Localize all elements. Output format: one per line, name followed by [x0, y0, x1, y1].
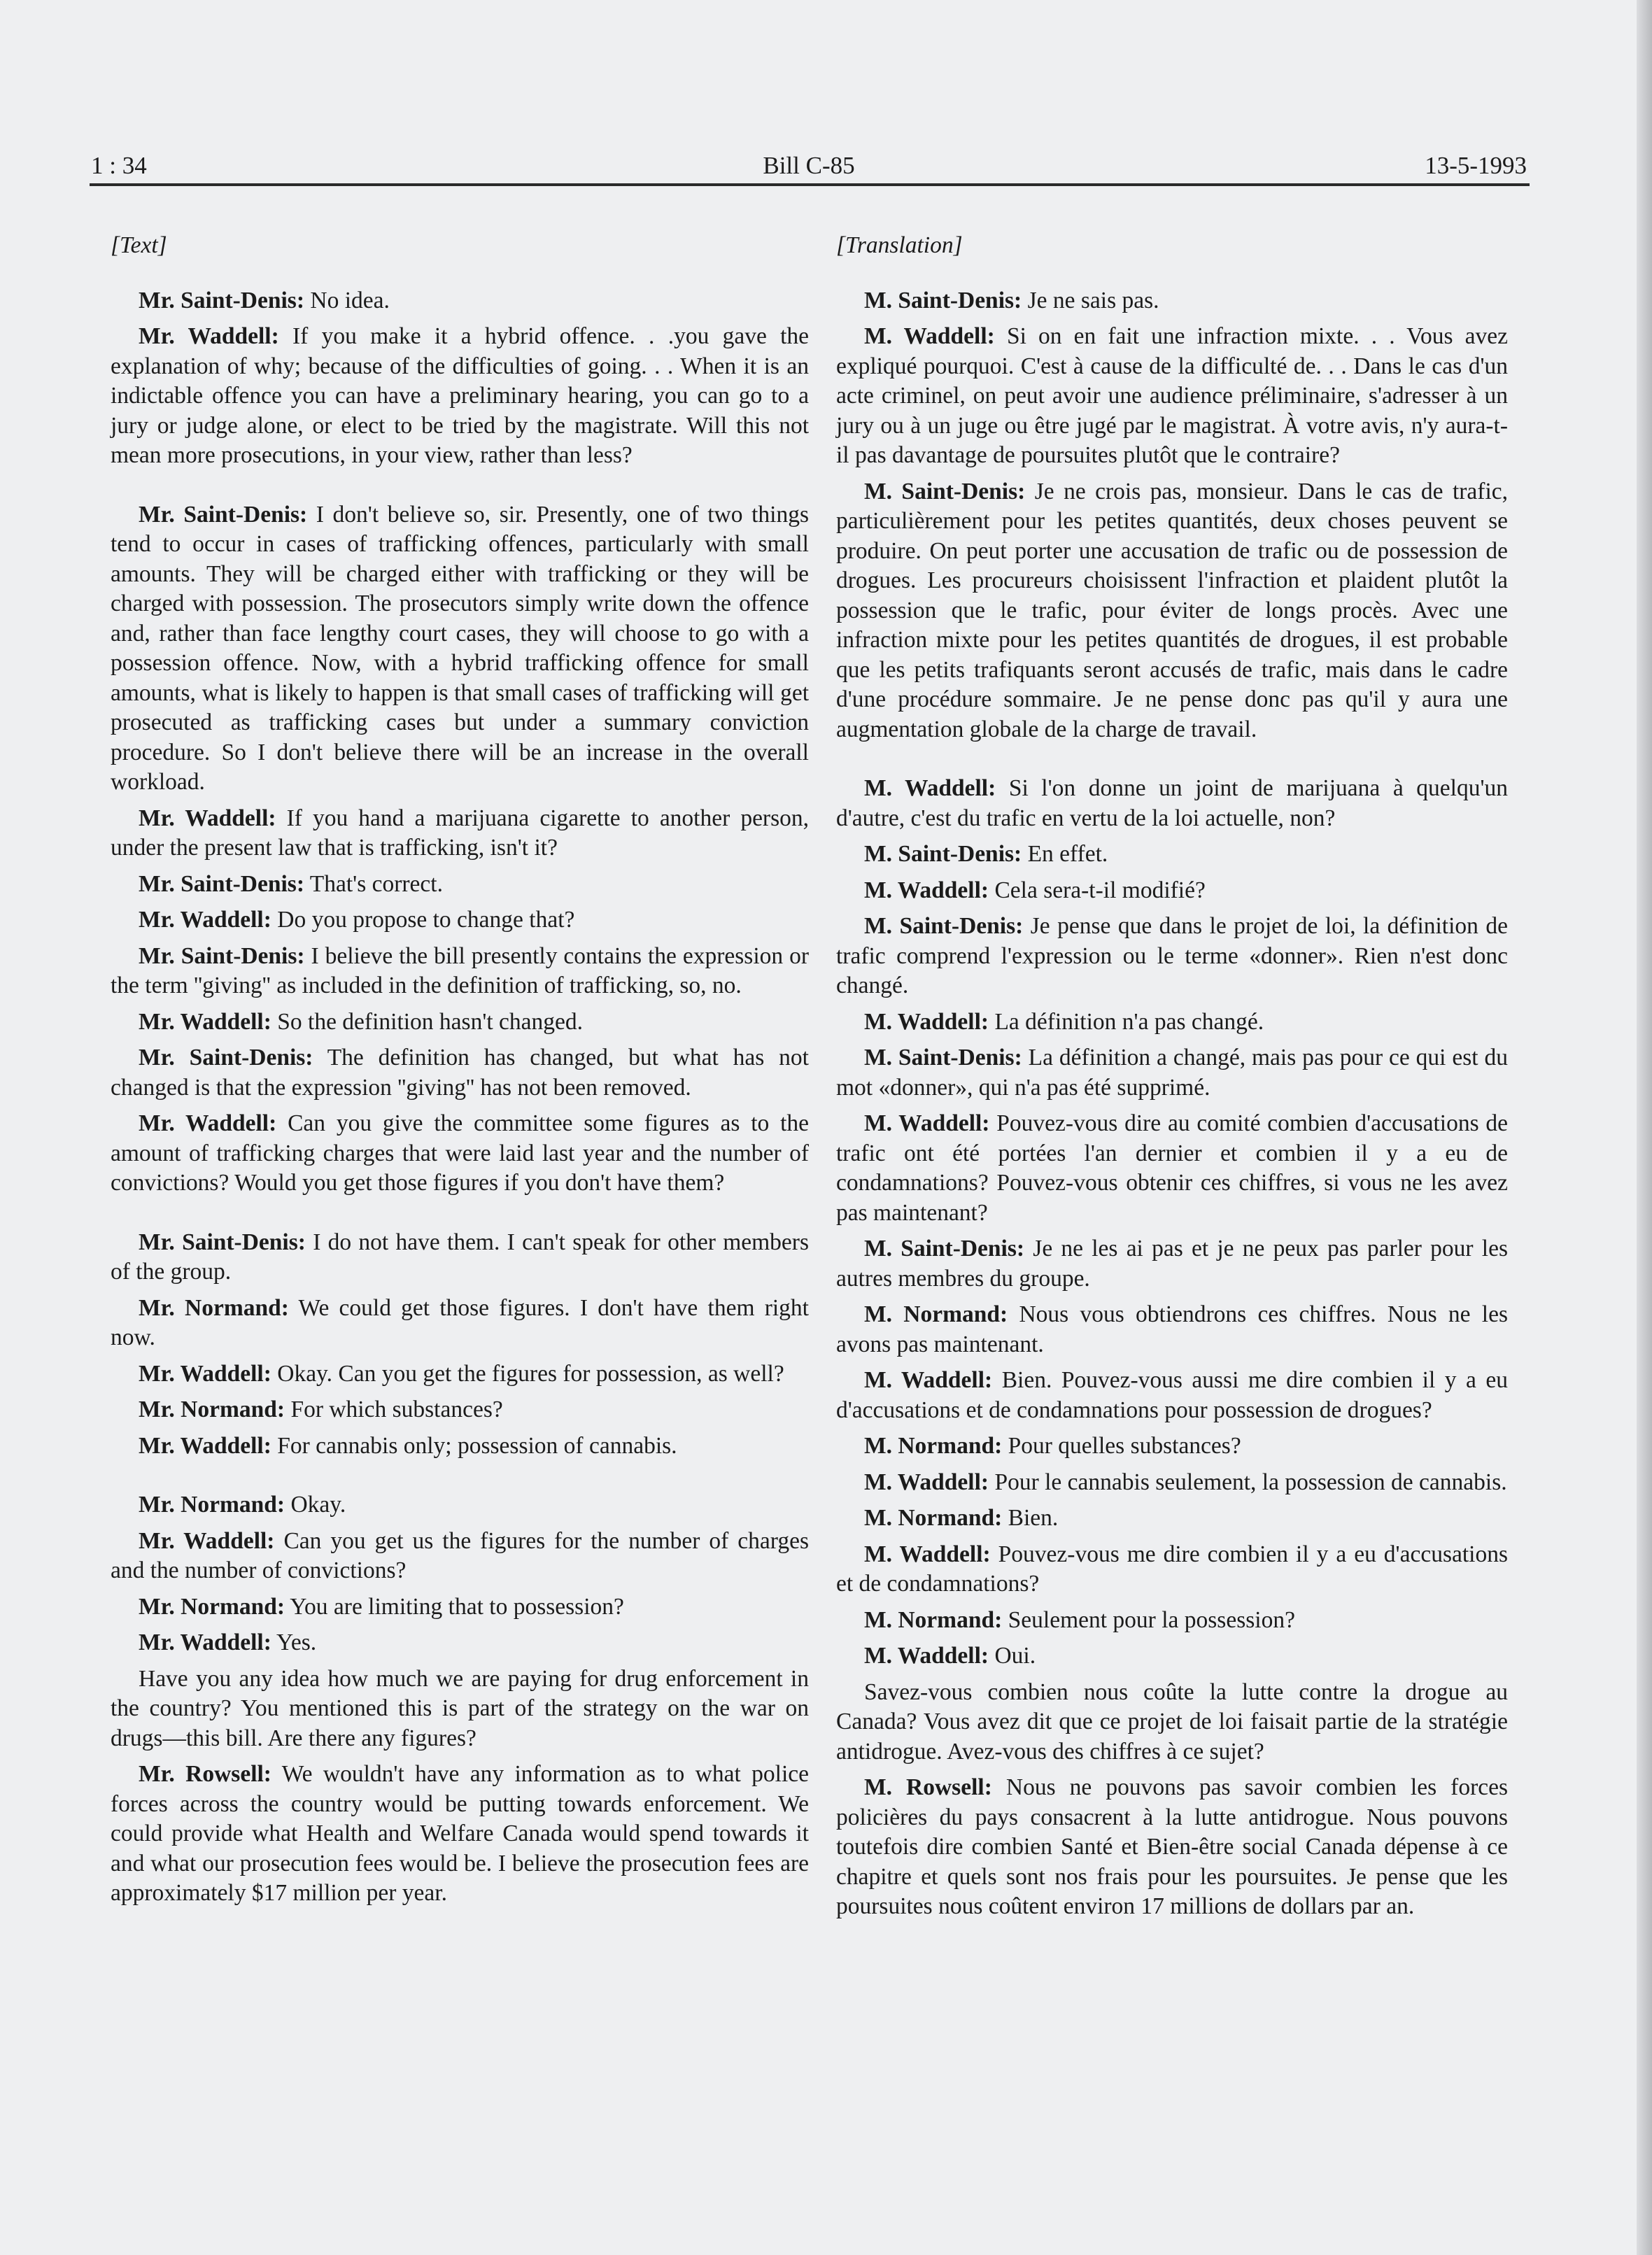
speech-text: No idea. [310, 287, 390, 313]
paragraph [111, 1043, 809, 1103]
english-column [111, 231, 809, 1915]
speaker-name: M. Saint-Denis: [864, 1045, 1022, 1070]
speaker-name: M. Normand: [864, 1505, 1003, 1531]
speaker-name: Mr. Waddell: [139, 1432, 271, 1459]
speaker-name: M. Waddell: [864, 1469, 989, 1495]
speech-text: Oui. [994, 1643, 1036, 1669]
speaker-name: Mr. Waddell: [139, 1360, 271, 1387]
page-header [91, 143, 1527, 185]
speech-text: I believe the bill presently contains the expression or the term ''giving'' as included in the definition of trafficking, so, no. [111, 942, 809, 998]
paragraph [836, 876, 1508, 906]
speech-text: Okay. Can you get the figures for possession, as well? [277, 1360, 784, 1387]
speech-text: Je ne les ai pas et je ne peux pas parler pour les autres membres du groupe. [836, 1236, 1509, 1292]
paragraph [111, 1109, 809, 1199]
speaker-name: Mr. Waddell: [139, 1008, 271, 1035]
speaker-name: Mr. Waddell: [139, 1630, 271, 1655]
speaker-name: M. Saint-Denis: [864, 841, 1022, 867]
paragraph [111, 1395, 809, 1425]
column-label: [Text] [111, 232, 167, 258]
speech-text: Can you give the committee some figures as to the amount of trafficking charges that were laid last year and the number of convictions? Would you get those figures if you don't have them? [111, 1110, 809, 1196]
speaker-name: M. Waddell: [864, 323, 995, 349]
speech-text: For which substances? [290, 1397, 503, 1422]
paragraph [836, 1366, 1508, 1425]
paragraph [836, 286, 1508, 316]
paragraph [836, 840, 1508, 870]
speaker-name: Mr. Saint-Denis: [139, 870, 304, 897]
paragraph [836, 477, 1508, 745]
paragraph [836, 1504, 1508, 1534]
speaker-name: M. Normand: [864, 1606, 1003, 1633]
speech-text: The definition has changed, but what has not changed is that the expression ''giving'' has not been removed. [111, 1045, 809, 1101]
speaker-name: Mr. Saint-Denis: [139, 501, 308, 528]
paragraph [111, 1008, 809, 1038]
speech-text: Si l'on donne un joint de marijuana à quelqu'un d'autre, c'est du trafic en vertu de la loi actuelle, non? [836, 775, 1508, 831]
paragraph [111, 1294, 809, 1353]
paragraph [836, 1043, 1508, 1103]
paragraph [836, 1678, 1508, 1767]
paragraph [836, 1540, 1508, 1599]
paragraph [836, 1432, 1508, 1462]
speech-text: Si on en fait une infraction mixte. . . Vous avez expliqué pourquoi. C'est à cause de la difficulté de. . . Dans le cas d'un acte criminel, on peut avoir une audience préliminaire, s'adresser à un jury ou à un juge ou être jugé par le magistrat. À votre avis, n'y aura-t-il pas davantage de poursuites plutôt que le contraire? [836, 323, 1508, 468]
speech-text: We wouldn't have any information as to what police forces across the country would be putting towards enforcement. We could provide what Health and Welfare Canada would spend towards it and what our prosecution fees would be. I believe the prosecution fees are approximately $17 million per year. [111, 1761, 809, 1906]
speech-text: Nous vous obtiendrons ces chiffres. Nous ne les avons pas maintenant. [836, 1301, 1508, 1357]
speaker-name: M. Normand: [864, 1433, 1003, 1459]
speaker-name: Mr. Waddell: [139, 805, 276, 831]
speaker-name: Mr. Normand: [139, 1294, 289, 1321]
paragraph [111, 1664, 809, 1754]
speech-text: Je pense que dans le projet de loi, la définition de trafic comprend l'expression ou le terme «donner». Rien n'est donc changé. [836, 913, 1508, 998]
paragraph [836, 774, 1508, 833]
paragraph [836, 1008, 1508, 1038]
speech-text: Yes. [276, 1630, 317, 1655]
speech-text: Pouvez-vous me dire combien il y a eu d'accusations et de condamnations? [836, 1541, 1508, 1597]
speech-text: Bien. Pouvez-vous aussi me dire combien il y a eu d'accusations et de condamnations pour possession de drogues? [836, 1367, 1509, 1423]
paragraph [836, 912, 1508, 1001]
speaker-name: M. Normand: [864, 1301, 1008, 1327]
speech-text: We could get those figures. I don't have them right now. [111, 1294, 809, 1350]
speech-text: You are limiting that to possession? [290, 1593, 624, 1620]
speech-text: For cannabis only; possession of cannabis. [277, 1432, 677, 1459]
sitting-date: 13-5-1993 [1425, 152, 1527, 179]
speech-text: Bien. [1008, 1505, 1059, 1531]
paragraph [836, 1641, 1508, 1671]
paragraph [836, 322, 1508, 471]
paragraph [111, 942, 809, 1001]
speech-text: Nous ne pouvons pas savoir combien les forces policières du pays consacrent à la lutte antidrogue. Nous pouvons toutefois dire combien Santé et Bien-être social Canada dépense à ce chapitre et quels sont nos frais pour les poursuites. Je pense que les poursuites nous coûtent environ 17 millions de dollars par an. [836, 1774, 1509, 1919]
paragraph [111, 1628, 809, 1658]
speech-text: Je ne crois pas, monsieur. Dans le cas de trafic, particulièrement pour les petites quantités, deux choses peuvent se produire. On peut porter une accusation de trafic ou de possession de drogues. Les procureurs choisissent l'infraction et plaident plutôt la possession que le trafic, pour éviter de longs procès. Avec une infraction mixte pour les petites quantités de drogues, il est probable que les petits trafiquants seront accusés de trafic, mais dans le cadre d'une procédure sommaire. Je ne pense donc pas qu'il y aura une augmentation globale de la charge de travail. [836, 478, 1509, 742]
speech-text: Have you any idea how much we are paying for drug enforcement in the country? You mentioned this is part of the strategy on the war on drugs—this bill. Are there any figures? [111, 1665, 809, 1751]
speech-text: Seulement pour la possession? [1008, 1606, 1295, 1633]
speech-text: So the definition hasn't changed. [277, 1008, 584, 1035]
speech-text: Pour le cannabis seulement, la possession de cannabis. [994, 1469, 1507, 1495]
header-rule [90, 183, 1530, 186]
paragraph [111, 1527, 809, 1586]
paragraph [836, 1468, 1508, 1498]
speaker-name: Mr. Saint-Denis: [139, 287, 304, 313]
french-column [836, 231, 1508, 1928]
speech-text: Pouvez-vous dire au comité combien d'accusations de trafic ont été portées l'an dernier et combien il y a eu de condamnations? Pouvez-vous obtenir ces chiffres, si vous ne les avez pas maintenant? [836, 1110, 1508, 1226]
speech-text: Je ne sais pas. [1027, 287, 1159, 313]
speech-text: Savez-vous combien nous coûte la lutte contre la drogue au Canada? Vous avez dit que ce projet de loi faisait partie de la stratégie antidrogue. Avez-vous des chiffres à ce sujet? [836, 1678, 1508, 1765]
speech-text: Do you propose to change that? [277, 907, 575, 933]
paragraph [111, 1760, 809, 1909]
speaker-name: Mr. Normand: [139, 1593, 285, 1620]
speaker-name: M. Waddell: [864, 1367, 993, 1393]
paragraph [111, 1359, 809, 1390]
speech-text: Can you get us the figures for the number of charges and the number of convictions? [111, 1527, 810, 1583]
paragraph [111, 1490, 809, 1520]
speaker-name: Mr. Normand: [139, 1397, 285, 1422]
speaker-name: M. Waddell: [864, 1643, 989, 1669]
speaker-name: M. Saint-Denis: [864, 287, 1022, 313]
speech-text: La définition n'a pas changé. [994, 1008, 1264, 1035]
speech-text: I do not have them. I can't speak for other members of the group. [111, 1229, 809, 1285]
paragraph [111, 286, 809, 316]
paragraph [836, 1773, 1508, 1922]
speaker-name: Mr. Waddell: [139, 1527, 275, 1554]
paragraph [111, 322, 809, 471]
paragraph [836, 1300, 1508, 1359]
speech-text: I don't believe so, sir. Presently, one of two things tend to occur in cases of trafficking offences, particularly with small amounts. They will be charged either with trafficking or they will be charged with possession. The prosecutors simply write down the offence and, rather than face lengthy court cases, they will choose to go with a possession offence. Now, with a hybrid trafficking offence for small amounts, what is likely to happen is that small cases of trafficking will get prosecuted as trafficking cases but under a summary conviction procedure. So I don't believe there will be an increase in the overall workload. [111, 501, 809, 795]
speech-text: Okay. [290, 1492, 346, 1518]
speaker-name: Mr. Saint-Denis: [139, 1229, 306, 1255]
speech-text: En effet. [1027, 841, 1108, 867]
paragraph [111, 1592, 809, 1623]
paragraph [836, 1234, 1508, 1294]
paragraph [111, 804, 809, 863]
speech-text: If you make it a hybrid offence. . .you gave the explanation of why; because of the difficulties of going. . . When it is an indictable offence you can have a preliminary hearing, you can go to a jury or judge alone, or elect to be tried by the magistrate. Will this not mean more prosecutions, in your view, rather than less? [111, 323, 809, 468]
speech-text: La définition a changé, mais pas pour ce qui est du mot «donner», qui n'a pas été supprimé. [836, 1045, 1509, 1101]
page-number: 1 : 34 [91, 152, 147, 179]
speaker-name: M. Waddell: [864, 1008, 989, 1035]
speech-text: That's correct. [309, 870, 443, 897]
speaker-name: Mr. Waddell: [139, 907, 271, 933]
speaker-name: Mr. Normand: [139, 1492, 285, 1518]
bill-title: Bill C-85 [763, 152, 855, 179]
paragraph [111, 1228, 809, 1287]
speaker-name: Mr. Saint-Denis: [139, 1045, 313, 1070]
paragraph [836, 1606, 1508, 1636]
speaker-name: Mr. Waddell: [139, 1110, 277, 1136]
speech-text: Cela sera-t-il modifié? [994, 877, 1206, 903]
speaker-name: M. Waddell: [864, 775, 996, 801]
paragraph [836, 1109, 1508, 1228]
scan-edge [1637, 0, 1652, 2255]
speaker-name: M. Rowsell: [864, 1774, 992, 1800]
speaker-name: Mr. Saint-Denis: [139, 942, 305, 969]
speech-text: Pour quelles substances? [1008, 1433, 1241, 1459]
speech-text: If you hand a marijuana cigarette to another person, under the present law that is trafficking, isn't it? [111, 805, 810, 861]
paragraph [111, 500, 809, 798]
paragraph [111, 1432, 809, 1462]
speaker-name: M. Saint-Denis: [864, 913, 1024, 939]
speaker-name: Mr. Rowsell: [139, 1761, 271, 1787]
column-label: [Translation] [836, 232, 963, 258]
speaker-name: M. Saint-Denis: [864, 1236, 1025, 1261]
paragraph [111, 905, 809, 935]
speaker-name: M. Waddell: [864, 1541, 991, 1567]
speaker-name: M. Saint-Denis: [864, 478, 1026, 504]
paragraph [111, 870, 809, 900]
speaker-name: M. Waddell: [864, 877, 989, 903]
speaker-name: M. Waddell: [864, 1110, 990, 1136]
speaker-name: Mr. Waddell: [139, 323, 279, 349]
